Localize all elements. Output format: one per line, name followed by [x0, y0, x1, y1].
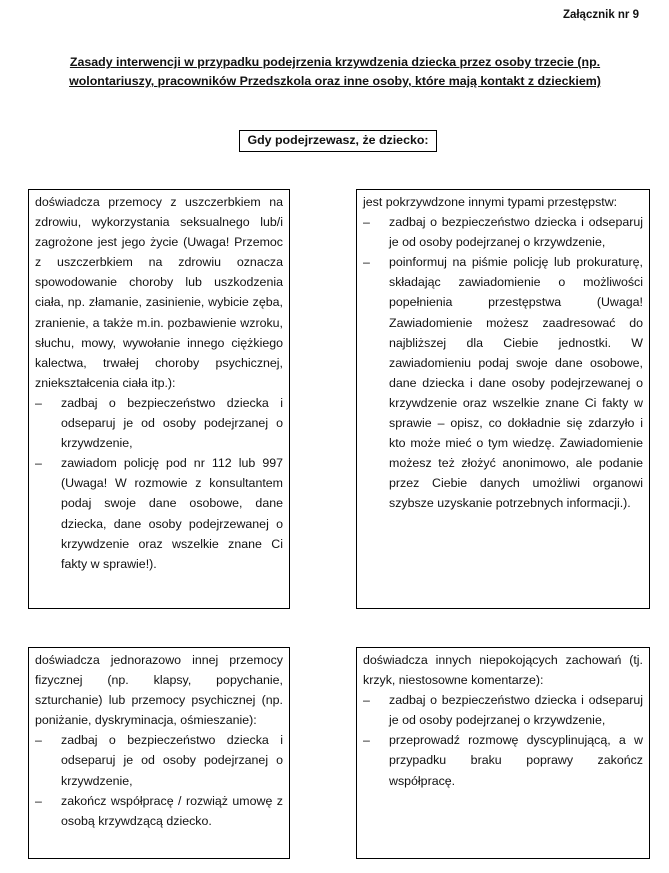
action-item: – zakończ współpracę / rozwiąż umowę z osobą krzywdzącą dziecko. — [35, 791, 283, 831]
action-list — [35, 393, 283, 574]
document-title: Zasady interwencji w przypadku podejrzenia krzywdzenia dziecka przez osoby trzecie (np. wolontariuszy, pracowników Przedszkola oraz inne osoby, które mają kontakt z dzieckiem) — [69, 55, 601, 88]
action-list — [35, 730, 283, 830]
action-list — [363, 690, 643, 790]
case-description: doświadcza innych niepokojących zachowań (tj. krzyk, niestosowne komentarze): — [363, 653, 643, 688]
case-box-other-crimes — [356, 189, 650, 609]
action-item: – poinformuj na piśmie policję lub prokuraturę, składając zawiadomienie o możliwości popełnienia przestępstwa (Uwaga! Zawiadomienie możesz zaadresować do najbliższej dla Ciebie jednostki. W zawiadomieniu podaj swoje dane osobowe, dane dziecka i dane osoby podejrzewanej o krzywdzenie oraz wszelkie znane Ci fakty w sprawie – opisz, co dokładnie się zdarzyło i kto może mieć o tym wiedzę. Zawiadomienie możesz też złożyć anonimowo, ale podanie przez Ciebie danych umożliwi organowi szybsze uzyskanie potrzebnych informacji.). — [363, 252, 643, 513]
action-item: – zadbaj o bezpieczeństwo dziecka i odseparuj je od osoby podejrzanej o krzywdzenie, — [35, 393, 283, 453]
action-item: – przeprowadź rozmowę dyscyplinującą, a w przypadku braku poprawy zakończ współpracę. — [363, 730, 643, 790]
case-box-serious-violence — [28, 189, 290, 609]
action-item: – zawiadom policję pod nr 112 lub 997 (Uwaga! W rozmowie z konsultantem podaj swoje dane osobowe, dane dziecka, dane osoby podejrzewanej o krzywdzenie oraz wszelkie znane Ci fakty w sprawie!). — [35, 453, 283, 574]
action-item: – zadbaj o bezpieczeństwo dziecka i odseparuj je od osoby podejrzanej o krzywdzenie, — [363, 212, 643, 252]
case-description: doświadcza przemocy z uszczerbkiem na zdrowiu, wykorzystania seksualnego lub/i zagrożone jest jego życie (Uwaga! Przemoc z uszczerbkiem na zdrowiu oznacza spowodowanie choroby lub uszkodzenia ciała, np. złamanie, zasinienie, wybicie zęba, zranienie, a także m.in. pozbawienie wzroku, słuchu, mowy, wywołanie innego ciężkiego kalectwa, trwałej choroby psychicznej, zniekształcenia ciała itp.): — [35, 195, 283, 390]
action-list — [363, 212, 643, 513]
action-item: – zadbaj o bezpieczeństwo dziecka i odseparuj je od osoby podejrzanej o krzywdzenie, — [35, 730, 283, 790]
action-item: – zadbaj o bezpieczeństwo dziecka i odseparuj je od osoby podejrzanej o krzywdzenie, — [363, 690, 643, 730]
case-description: jest pokrzywdzone innymi typami przestępstw: — [363, 195, 618, 209]
section-heading: Gdy podejrzewasz, że dziecko: — [239, 130, 437, 152]
annex-label: Załącznik nr 9 — [562, 9, 639, 21]
case-box-single-violence — [28, 647, 290, 859]
case-box-disturbing-behaviour — [356, 647, 650, 859]
case-description: doświadcza jednorazowo innej przemocy fizycznej (np. klapsy, popychanie, szturchanie) lub przemocy psychicznej (np. poniżanie, dyskryminacja, ośmieszanie): — [35, 653, 283, 728]
